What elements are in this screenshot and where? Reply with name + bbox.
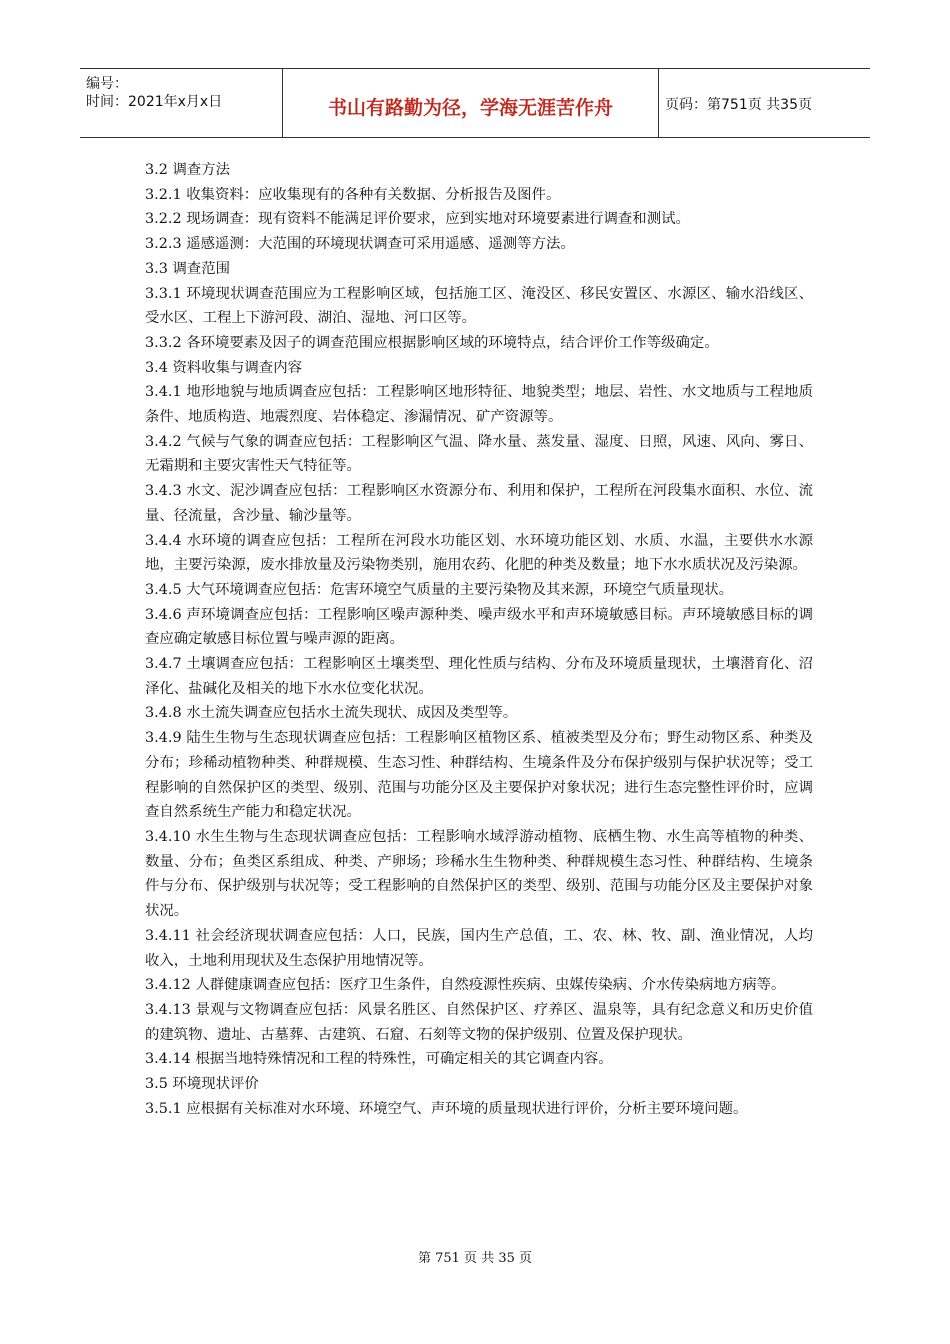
document-date-label: 时间：2021年x月x日 — [86, 94, 223, 110]
body-paragraph: 3.3 调查范围 — [145, 260, 231, 277]
body-paragraph: 3.4.5 大气环境调查应包括：危害环境空气质量的主要污染物及其来源，环境空气质量现状。 — [145, 581, 734, 598]
header-meta-cell — [80, 69, 283, 137]
header-motto: 书山有路勤为径，学海无涯苦作舟 — [327, 97, 613, 119]
body-paragraph: 3.4.6 声环境调查应包括：工程影响区噪声源种类、噪声级水平和声环境敏感目标。声环境敏感目标的调查应确定敏感目标位置与噪声源的距离。 — [145, 606, 813, 648]
header-page-info: 页码：第751页 共35页 — [665, 97, 812, 113]
body-paragraph: 3.5.1 应根据有关标准对水环境、环境空气、声环境的质量现状进行评价，分析主要环境问题。 — [145, 1100, 748, 1117]
body-paragraph: 3.5 环境现状评价 — [145, 1076, 259, 1093]
body-paragraph: 3.3.2 各环境要素及因子的调查范围应根据影响区域的环境特点，结合评价工作等级确定。 — [145, 334, 719, 351]
body-paragraph: 3.4.9 陆生生物与生态现状调查应包括：工程影响区植物区系、植被类型及分布；野生动物区系、种类及分布；珍稀动植物种类、种群规模、生态习性、种群结构、生境条件及分布保护级别与保护状况等；受工程影响的自然保护区的类型、级别、范围与功能分区及主要保护对象状况；进行生态完整性评价时，应调查自然系统生产能力和稳定状况。 — [145, 730, 813, 821]
body-paragraph: 3.4.2 气候与气象的调查应包括：工程影响区气温、降水量、蒸发量、湿度、日照，风速、风向、雾日、无霜期和主要灾害性天气特征等。 — [145, 433, 813, 475]
document-number-label: 编号： — [86, 76, 128, 92]
body-paragraph: 3.4.13 景观与文物调查应包括：风景名胜区、自然保护区、疗养区、温泉等，具有纪念意义和历史价值的建筑物、遗址、古墓葬、古建筑、石窟、石刻等文物的保护级别、位置及保护现状。 — [145, 1001, 813, 1043]
body-paragraph: 3.2 调查方法 — [145, 162, 231, 178]
header-motto-cell — [283, 69, 659, 137]
body-paragraph: 3.3.1 环境现状调查范围应为工程影响区域，包括施工区、淹没区、移民安置区、水源区、输水沿线区、受水区、工程上下游河段、湖泊、湿地、河口区等。 — [145, 285, 813, 327]
body-paragraph: 3.2.1 收集资料：应收集现有的各种有关数据、分析报告及图件。 — [145, 186, 561, 203]
body-paragraph: 3.4.11 社会经济现状调查应包括：人口，民族，国内生产总值，工、农、林、牧、副、渔业情况，人均收入，土地利用现状及生态保护用地情况等。 — [145, 927, 813, 969]
body-paragraph: 3.4.10 水生生物与生态现状调查应包括：工程影响水域浮游动植物、底栖生物、水生高等植物的种类、数量、分布；鱼类区系组成、种类、产卵场；珍稀水生生物种类、种群规模生态习性、种群结构、生境条件与分布、保护级别与状况等；受工程影响的自然保护区的类型、级别、范围与功能分区及主要保护对象状况。 — [145, 828, 813, 920]
body-paragraph: 3.4.8 水土流失调查应包括水土流失现状、成因及类型等。 — [145, 705, 518, 722]
body-paragraph: 3.2.3 遥感遥测：大范围的环境现状调查可采用遥感、遥测等方法。 — [145, 236, 575, 253]
body-paragraph: 3.4.12 人群健康调查应包括：医疗卫生条件，自然疫源性疾病、虫媒传染病、介水传染病地方病等。 — [145, 977, 786, 994]
body-paragraph: 3.4.1 地形地貌与地质调查应包括：工程影响区地形特征、地貌类型；地层、岩性、水文地质与工程地质条件、地质构造、地震烈度、岩体稳定、渗漏情况、矿产资源等。 — [145, 384, 813, 426]
body-paragraph: 3.4.7 土壤调查应包括：工程影响区土壤类型、理化性质与结构、分布及环境质量现状，土壤潜育化、沼泽化、盐碱化及相关的地下水水位变化状况。 — [145, 656, 813, 697]
body-paragraph: 3.4.14 根据当地特殊情况和工程的特殊性，可确定相关的其它调查内容。 — [145, 1051, 613, 1068]
body-paragraph: 3.4 资料收集与调查内容 — [145, 359, 302, 376]
page-header — [80, 68, 870, 138]
body-paragraph: 3.4.4 水环境的调查应包括：工程所在河段水功能区划、水环境功能区划、水质、水温，主要供水水源地，主要污染源，废水排放量及污染物类别，施用农药、化肥的种类及数量；地下水水质状况及污染源。 — [145, 532, 813, 574]
body-paragraph: 3.2.2 现场调查：现有资料不能满足评价要求，应到实地对环境要素进行调查和测试。 — [145, 211, 690, 228]
document-body — [145, 158, 813, 1121]
header-page-cell — [659, 69, 870, 137]
body-paragraph: 3.4.3 水文、泥沙调查应包括：工程影响区水资源分布、利用和保护，工程所在河段集水面积、水位、流量、径流量，含沙量、输沙量等。 — [145, 483, 813, 524]
page-footer: 第 751 页 共 35 页 — [417, 1251, 533, 1266]
